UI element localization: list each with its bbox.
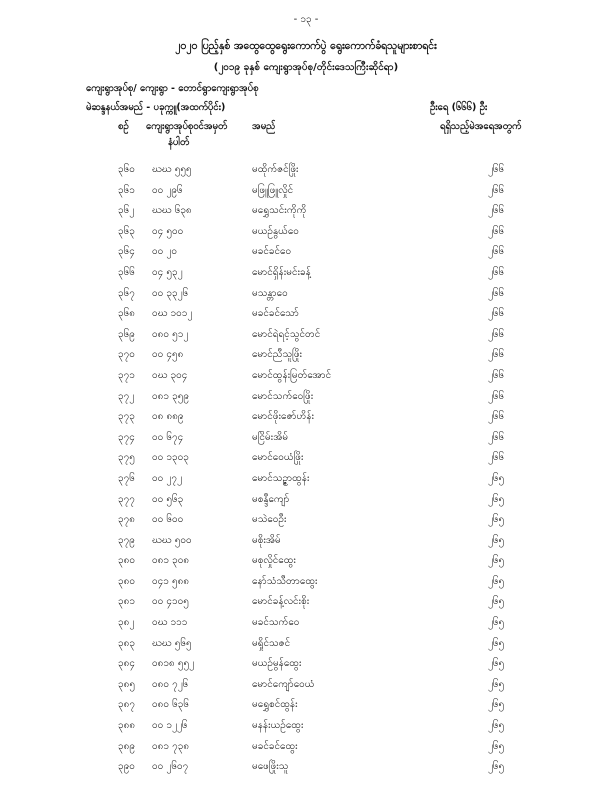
row-id-number: ဝဝ ၄၅၈ [152, 349, 184, 361]
table-row [0, 409, 612, 430]
row-id-number: ဝ၄ ၅၀၀ [152, 225, 184, 237]
row-id-number: ဝ၈၁ ၃၀၈ [152, 555, 190, 567]
row-serial-no: ၃၈၉ [118, 740, 135, 752]
population-count: ဦးရေ (၆၆၆) ဦး [430, 102, 488, 113]
row-votes: ၂၆၅ [488, 678, 505, 690]
row-votes: ၂၆၆ [488, 225, 505, 237]
table-row [0, 368, 612, 389]
row-name: မသန္တာဝေ [252, 287, 288, 299]
row-name: မစိုးအိမ် [252, 534, 281, 546]
row-serial-no: ၃၇၅ [118, 452, 135, 464]
document-title: ၂၀၂၀ ပြည့်နှစ် အထွေထွေရွေးကောက်ပွဲ ရွေးကောက်ခံရသူများစာရင်း [175, 40, 437, 52]
row-id-number: ဝ၈၁ ၇၃၈ [152, 740, 190, 752]
row-id-number: ဝဃ ၃၀၄ [152, 369, 188, 381]
table-row [0, 512, 612, 533]
row-votes: ၂၆၅ [488, 740, 505, 752]
row-votes: ၂၆၆ [488, 246, 505, 258]
table-row [0, 677, 612, 698]
row-id-number: ဃဃ ၆၃၈ [152, 205, 192, 217]
row-id-number: ဝဝ ၂၉၆ [152, 184, 183, 196]
table-row [0, 656, 612, 677]
row-serial-no: ၃၉၀ [118, 761, 135, 773]
row-name: မောင်သဉ္ဇာထွန်း [252, 472, 310, 484]
table-row [0, 347, 612, 368]
row-name: မောင်ဝေယံဖြိုး [252, 452, 304, 464]
row-serial-no: ၃၆၇ [118, 287, 135, 299]
row-name: မဖြူဖြူလှိုင် [252, 184, 294, 196]
row-name: မောင်ဖိုးဇော်ဟိန်း [252, 411, 315, 423]
table-row [0, 615, 612, 636]
row-votes: ၂၆၅ [488, 493, 505, 505]
row-id-number: ဝဃ ၁၁၁ [152, 617, 188, 629]
row-id-number: ဝဝ ၂၆၀၇ [152, 761, 189, 773]
table-row [0, 450, 612, 471]
row-serial-no: ၃၇၁ [118, 369, 135, 381]
row-votes: ၂၆၅ [488, 514, 505, 526]
table-row [0, 430, 612, 451]
row-id-number: ဝ၈ ၈၈၉ [152, 411, 184, 423]
row-serial-no: ၃၈၄ [118, 658, 135, 670]
village-tract-line: ကျေးရွာအုပ်စု/ ကျေးရွာ - တောင်ရွာကျေးရွာအုပ်စု [86, 83, 259, 94]
row-id-number: ဝ၈၀ ၆၃၆ [152, 699, 190, 711]
row-id-number: ဝ၈၁၈ ၅၅၂ [152, 658, 195, 670]
row-name: မဖေဖြိုးသူ [252, 761, 289, 773]
row-serial-no: ၃၆၈ [118, 308, 135, 320]
row-serial-no: ၃၈၅ [118, 678, 135, 690]
header-name: အမည် [252, 121, 276, 132]
row-name: မယဉ်နွယ်ဝေ [252, 225, 299, 237]
header-votes: ရရှိသည့်မဲအရေအတွက် [440, 121, 522, 132]
row-serial-no: ၃၆၁ [118, 184, 135, 196]
table-row [0, 286, 612, 307]
row-serial-no: ၃၈၃ [118, 637, 135, 649]
row-name: မောင်ထွန်းမြတ်အောင် [252, 369, 332, 381]
table-row [0, 533, 612, 554]
row-id-number: ဝဝ ၂၀ [152, 246, 177, 258]
row-id-number: ဝဝ ၂၇၂ [152, 472, 182, 484]
row-name: မစုလှိုင်ထွေး [252, 555, 296, 567]
row-votes: ၂၆၆ [488, 205, 505, 217]
page-number: - ၁၃ - [293, 14, 319, 25]
row-id-number: ဝဝ ၆၀၀ [152, 514, 184, 526]
row-name: မောင်ရဲရင့်သွင်တင် [252, 328, 321, 340]
row-id-number: ဝဝ ၅၆၃ [152, 493, 184, 505]
row-votes: ၂၆၅ [488, 596, 505, 608]
row-id-number: ဃဃ ၅၀၀ [152, 534, 192, 546]
row-votes: ၂၆၅ [488, 761, 505, 773]
row-votes: ၂၆၅ [488, 472, 505, 484]
row-id-number: ဝ၈၀ ၇၂၆ [152, 678, 189, 690]
row-name: မောင်ညီသူဖြိုး [252, 349, 303, 361]
document-subtitle: (၂၀၁၉ ခုနှစ် ကျေးရွာအုပ်စု/တိုင်းဒေသကြီးဆိုင်ရာ) [213, 62, 399, 73]
table-row [0, 183, 612, 204]
row-serial-no: ၃၇၇ [118, 493, 135, 505]
row-votes: ၂၆၆ [488, 452, 505, 464]
table-row [0, 471, 612, 492]
row-name: မစန္ဒီကျော် [252, 493, 290, 505]
row-serial-no: ၃၆၆ [118, 266, 135, 278]
row-name: မထိုက်ဇင်ဖြိုး [252, 164, 299, 175]
row-votes: ၂၆၆ [488, 390, 505, 402]
header-id-number-sub: နံပါတ် [168, 137, 190, 148]
row-name: မယဉ်မွန်ထွေး [252, 658, 302, 670]
row-votes: ၂၆၆ [488, 184, 505, 196]
table-row [0, 306, 612, 327]
row-id-number: ဝ၄၁ ၅၈၈ [152, 575, 190, 587]
table-header [0, 120, 612, 156]
row-name: မသဲဝေဦး [252, 514, 287, 526]
row-votes: ၂၆၆ [488, 164, 505, 175]
row-votes: ၂၆၆ [488, 328, 505, 340]
row-serial-no: ၃၈၇ [118, 699, 135, 711]
row-serial-no: ၃၆၉ [118, 328, 135, 340]
table-row [0, 718, 612, 739]
row-serial-no: ၃၇၈ [118, 514, 135, 526]
row-serial-no: ၃၈၈ [118, 720, 136, 732]
row-name: မခင်ခင်သော် [252, 308, 299, 320]
constituency-label: မဲဆန္ဒနယ်အမည် - ပခုက္ကူ(အထက်ပိုင်း) [86, 102, 226, 113]
row-serial-no: ၃၇၀ [118, 349, 135, 361]
row-serial-no: ၃၇၃ [118, 411, 135, 423]
row-votes: ၂၆၆ [488, 349, 505, 361]
table-row [0, 244, 612, 265]
row-id-number: ဃဃ ၅၆၅ [152, 637, 192, 649]
row-votes: ၂၆၅ [488, 658, 505, 670]
table-row [0, 203, 612, 224]
table-row [0, 265, 612, 286]
row-id-number: ဃဃ ၅၅၅ [152, 164, 192, 175]
row-votes: ၂၆၅ [488, 699, 505, 711]
row-name: မောင်ခန့်လင်းစိုး [252, 596, 310, 608]
table-row [0, 224, 612, 245]
row-serial-no: ၃၇၉ [118, 534, 135, 546]
row-name: မခင်သက်ဝေ [252, 617, 300, 629]
row-votes: ၂၆၅ [488, 617, 505, 629]
row-id-number: ဝဝ ၆၇၄ [152, 431, 184, 443]
row-votes: ၂၆၅ [488, 555, 505, 567]
header-id-number: ကျေးရွာအုပ်စုဝင်အမှတ် [146, 121, 228, 132]
row-serial-no: ၃၈၁ [118, 596, 135, 608]
table-row [0, 594, 612, 615]
row-id-number: ဝဝ ၁၃၀၃ [152, 452, 189, 464]
table-row [0, 739, 612, 760]
row-serial-no: ၃၆၃ [118, 225, 135, 237]
row-votes: ၂၆၅ [488, 720, 505, 732]
row-serial-no: ၃၈၀ [118, 575, 135, 587]
row-name: မရွှေသင်းကိုကို [252, 205, 307, 217]
results-table [0, 162, 612, 780]
row-id-number: ဝဃ ၁၀၁၂ [152, 308, 193, 320]
table-row [0, 759, 612, 780]
row-votes: ၂၆၅ [488, 575, 505, 587]
row-serial-no: ၃၈၂ [118, 617, 135, 629]
row-votes: ၂၆၅ [488, 534, 505, 546]
row-votes: ၂၆၆ [488, 431, 505, 443]
row-id-number: ဝ၈၀ ၅၁၂ [152, 328, 189, 340]
table-row [0, 162, 612, 183]
header-serial-no: စဉ် [118, 121, 129, 132]
row-votes: ၂၆၆ [488, 287, 505, 299]
row-serial-no: ၃၈၀ [118, 555, 135, 567]
row-id-number: ဝဝ ၃၃၂၆ [152, 287, 189, 299]
row-name: မောင်ရှိန်းမင်းခန့် [252, 266, 311, 278]
row-name: မခင်ခင်ဝေ [252, 246, 292, 258]
row-serial-no: ၃၇၂ [118, 390, 135, 402]
table-row [0, 327, 612, 348]
table-row [0, 697, 612, 718]
row-id-number: ဝ၄ ၅၃၂ [152, 266, 183, 278]
table-row [0, 492, 612, 513]
row-name: မရွှေစင်ထွန်း [252, 699, 298, 711]
table-row [0, 574, 612, 595]
row-votes: ၂၆၆ [488, 369, 505, 381]
row-name: နော်သံသီတာထွေး [252, 575, 318, 587]
row-id-number: ဝဝ ၄၁၀၅ [152, 596, 189, 608]
row-votes: ၂၆၅ [488, 637, 505, 649]
row-name: မခင်ခင်ထွေး [252, 740, 298, 752]
table-row [0, 553, 612, 574]
row-serial-no: ၃၆၄ [118, 246, 135, 258]
row-votes: ၂၆၆ [488, 308, 505, 320]
row-serial-no: ၃၆၂ [118, 205, 135, 217]
row-id-number: ဝ၈၁ ၃၅၉ [152, 390, 190, 402]
row-id-number: ဝဝ ၁၂၂၆ [152, 720, 188, 732]
row-serial-no: ၃၇၄ [118, 431, 135, 443]
row-name: မရှိုင်သဇင် [252, 637, 291, 649]
row-name: မောင်ကျော်ဝေယံ [252, 678, 315, 690]
table-row [0, 389, 612, 410]
row-serial-no: ၃၆၀ [118, 164, 135, 175]
row-serial-no: ၃၇၆ [118, 472, 135, 484]
table-row [0, 636, 612, 657]
row-votes: ၂၆၆ [488, 266, 505, 278]
row-votes: ၂၆၆ [488, 411, 505, 423]
row-name: မငြိမ်းအိမ် [252, 431, 289, 443]
row-name: မနန်းယဉ်ထွေး [252, 720, 304, 732]
row-name: မောင်သက်ဝေဖြိုး [252, 390, 314, 402]
